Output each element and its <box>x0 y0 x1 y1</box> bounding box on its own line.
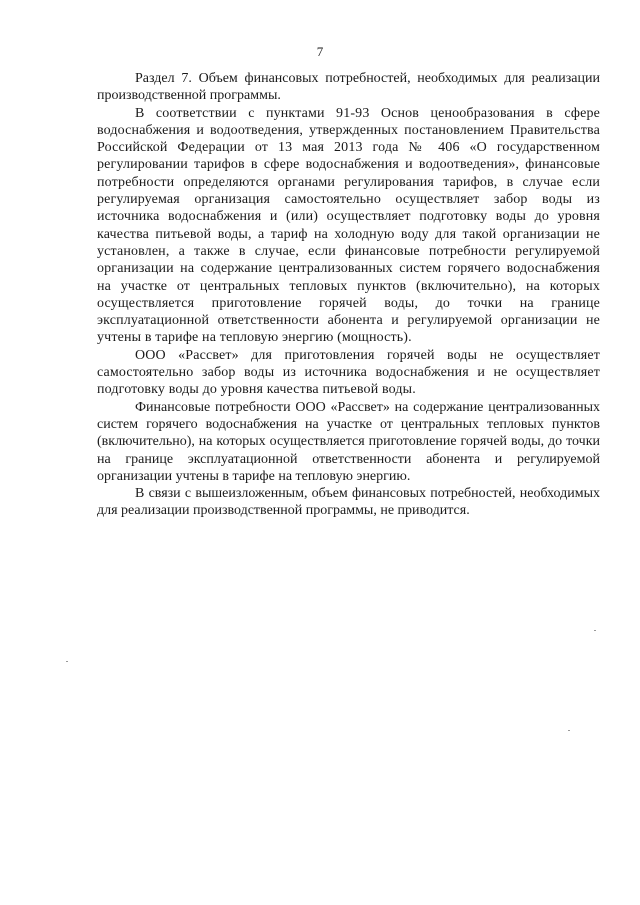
scan-speck <box>66 661 68 662</box>
body-paragraph: Финансовые потребности ООО «Рассвет» на содержание централизованных систем горячего водоснабжения на участке от центральных тепловых пунктов (включительно), на которых осуществляется приготовление горячей воды, до точки на границе эксплуатационной ответственности абонента и регулируемой организации учтены в тарифе на тепловую энергию. <box>97 399 600 484</box>
section-heading-paragraph: Раздел 7. Объем финансовых потребностей, необходимых для реализации производственной программы. <box>97 71 600 104</box>
page-number: 7 <box>316 44 324 59</box>
document-body <box>97 70 600 520</box>
body-paragraph: В связи с вышеизложенным, объем финансовых потребностей, необходимых для реализации производственной программы, не приводится. <box>97 486 600 519</box>
body-paragraph: ООО «Рассвет» для приготовления горячей воды не осуществляет самостоятельно забор воды из источника водоснабжения и не осуществляет подготовку воды до уровня качества питьевой воды. <box>97 347 600 398</box>
scan-speck <box>568 730 570 731</box>
body-paragraph: В соответствии с пунктами 91-93 Основ ценообразования в сфере водоснабжения и водоотведения, утвержденных постановлением Правительства Российской Федерации от 13 мая 2013 года № 406 «О государственном регулировании тарифов в сфере водоснабжения и водоотведения», финансовые потребности определяются органами регулирования тарифов, в случае если регулируемая организация самостоятельно осуществляет забор воды из источника водоснабжения и (или) осуществляет подготовку воды до уровня качества питьевой воды, а тариф на холодную воду для такой организации не установлен, а также в случае, если финансовые потребности регулируемой организации на содержание централизованных систем горячего водоснабжения на участке от центральных тепловых пунктов (включительно), на которых осуществляется приготовление горячей воды, до точки на границе эксплуатационной ответственности абонента и регулируемой организации не учтены в тарифе на тепловую энергию (мощность). <box>97 105 600 346</box>
scan-speck <box>594 630 596 631</box>
